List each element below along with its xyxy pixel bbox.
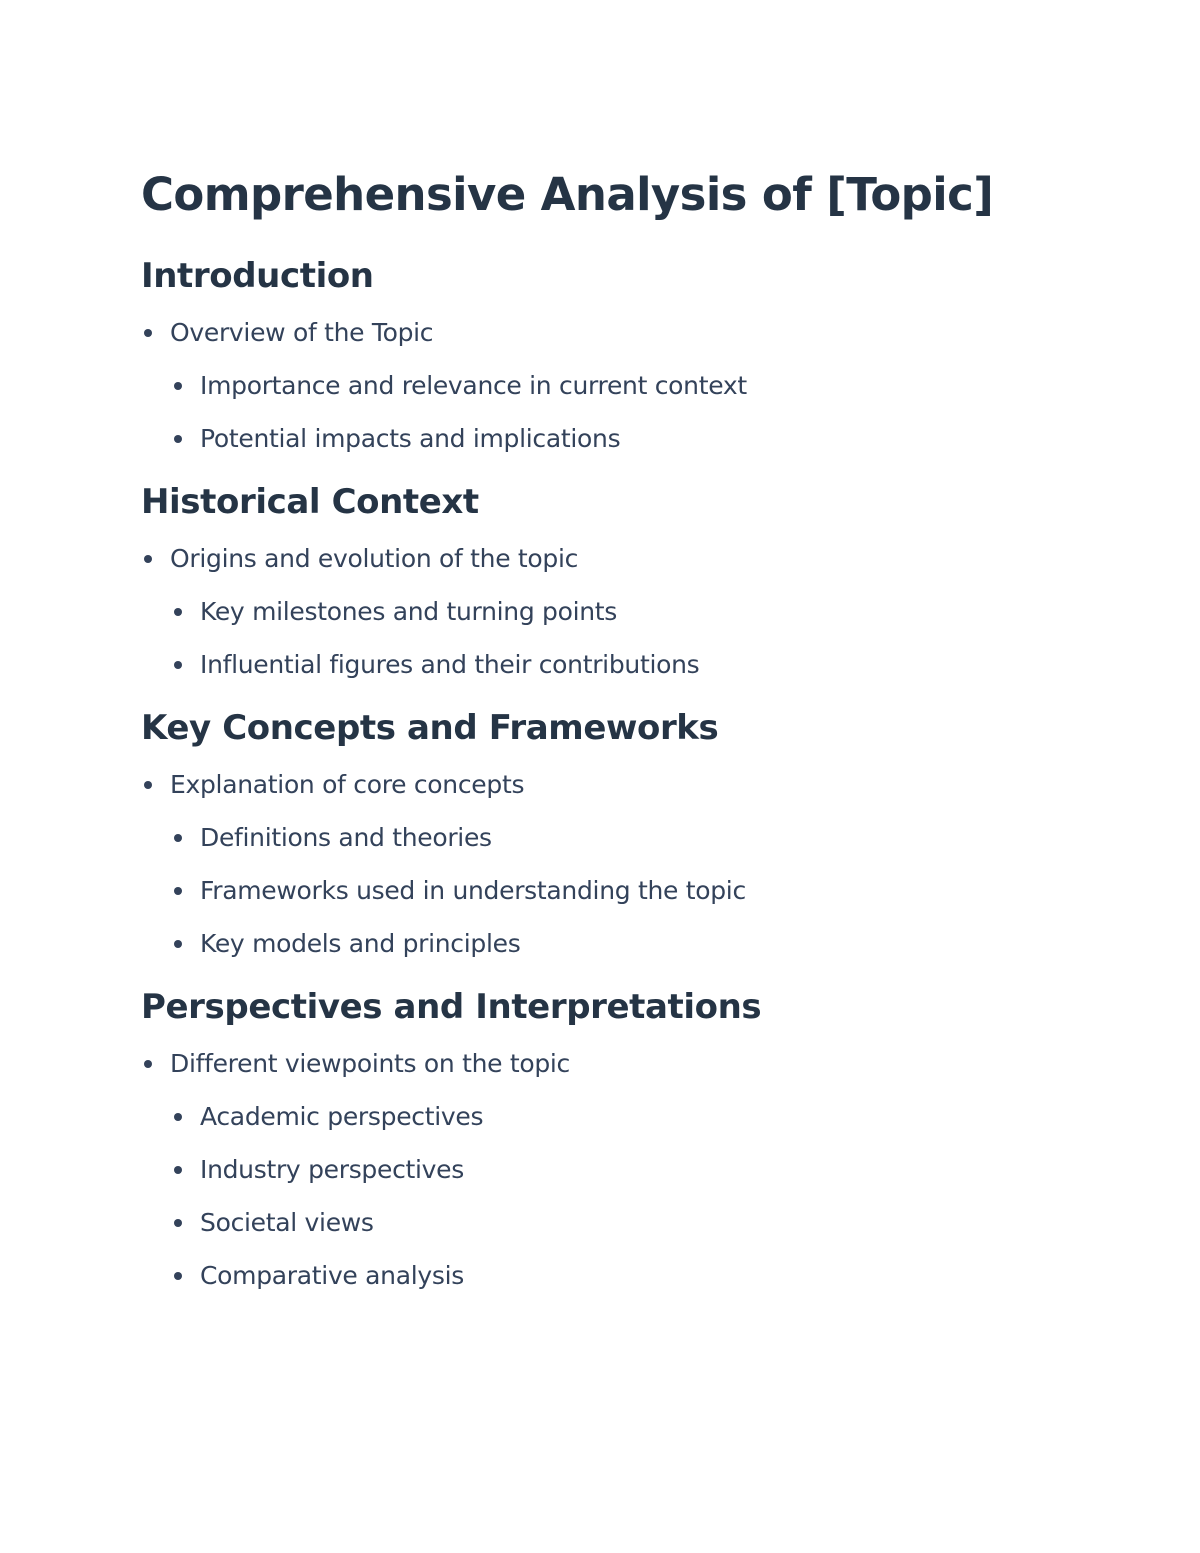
document-page <box>141 164 1101 1293</box>
section-historical-context <box>141 480 1101 682</box>
sub-list-item-text: Influential figures and their contributions <box>200 650 700 679</box>
sub-bullet-list <box>141 820 1101 961</box>
bullet-icon <box>144 781 152 789</box>
bullet-icon <box>174 834 182 842</box>
section-perspectives <box>141 985 1101 1293</box>
section-heading: Perspectives and Interpretations <box>141 987 762 1027</box>
list-item <box>141 767 1101 961</box>
list-item-text: Origins and evolution of the topic <box>170 544 579 573</box>
bullet-list <box>141 315 1101 456</box>
sub-list-item-text: Definitions and theories <box>200 823 492 852</box>
sub-list-item <box>171 368 1101 403</box>
section-introduction <box>141 254 1101 456</box>
sub-list-item <box>171 1099 1101 1134</box>
list-item <box>141 541 1101 682</box>
bullet-icon <box>174 887 182 895</box>
bullet-list <box>141 541 1101 682</box>
sub-list-item-text: Key milestones and turning points <box>200 597 618 626</box>
sub-list-item-text: Frameworks used in understanding the topic <box>200 876 746 905</box>
sub-list-item <box>171 820 1101 855</box>
sub-list-item-text: Academic perspectives <box>200 1102 484 1131</box>
bullet-list <box>141 1046 1101 1293</box>
section-heading: Introduction <box>141 256 374 296</box>
bullet-icon <box>174 382 182 390</box>
bullet-icon <box>174 940 182 948</box>
bullet-icon <box>174 1113 182 1121</box>
sub-list-item <box>171 421 1101 456</box>
list-item <box>141 315 1101 456</box>
list-item-text: Explanation of core concepts <box>170 770 525 799</box>
sub-list-item <box>171 873 1101 908</box>
bullet-icon <box>174 1166 182 1174</box>
sub-list-item <box>171 1205 1101 1240</box>
sub-bullet-list <box>141 594 1101 682</box>
sub-bullet-list <box>141 368 1101 456</box>
bullet-list <box>141 767 1101 961</box>
sub-list-item <box>171 1152 1101 1187</box>
bullet-icon <box>144 1060 152 1068</box>
list-item-text: Different viewpoints on the topic <box>170 1049 571 1078</box>
section-heading: Key Concepts and Frameworks <box>141 708 719 748</box>
sub-list-item <box>171 1258 1101 1293</box>
sub-list-item-text: Societal views <box>200 1208 374 1237</box>
bullet-icon <box>174 1219 182 1227</box>
bullet-icon <box>174 608 182 616</box>
bullet-icon <box>174 435 182 443</box>
bullet-icon <box>144 329 152 337</box>
sub-list-item-text: Importance and relevance in current context <box>200 371 747 400</box>
sub-list-item-text: Potential impacts and implications <box>200 424 621 453</box>
bullet-icon <box>144 555 152 563</box>
sub-list-item <box>171 647 1101 682</box>
section-heading: Historical Context <box>141 482 479 522</box>
list-item <box>141 1046 1101 1293</box>
sub-list-item-text: Industry perspectives <box>200 1155 464 1184</box>
section-key-concepts <box>141 706 1101 961</box>
sub-list-item <box>171 594 1101 629</box>
list-item-text: Overview of the Topic <box>170 318 434 347</box>
sub-bullet-list <box>141 1099 1101 1293</box>
bullet-icon <box>174 1272 182 1280</box>
sub-list-item <box>171 926 1101 961</box>
document-title: Comprehensive Analysis of [Topic] <box>141 168 994 221</box>
bullet-icon <box>174 661 182 669</box>
sub-list-item-text: Comparative analysis <box>200 1261 464 1290</box>
sub-list-item-text: Key models and principles <box>200 929 521 958</box>
